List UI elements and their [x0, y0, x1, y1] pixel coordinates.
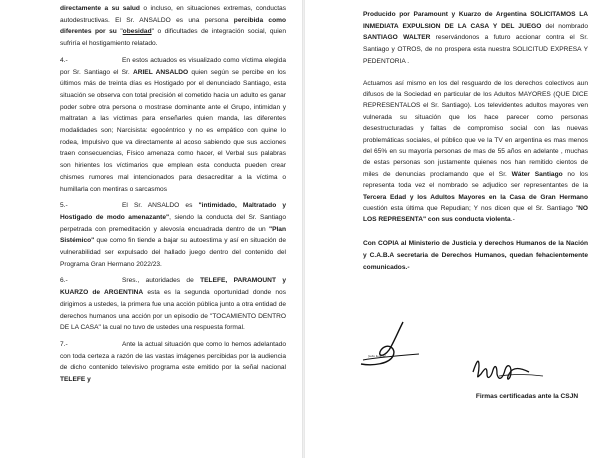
signature-left — [353, 320, 425, 372]
text: esta es la segunda oportunidad donde nos dirigimos a ustedes, la primera fue una acción pública junto a otra entidad de derechos humanos una acción por un episodio de "TOCAMIENTO DENTRO DE LA CASA" la cual no tuvo de ustedes una respuesta formal. — [60, 289, 286, 332]
text: " o dificultades de integración social, quien sufriría el hostigamiento relatado. — [60, 28, 286, 48]
paragraph-number: 5.- — [60, 202, 68, 210]
right-column — [363, 9, 588, 274]
signature-right — [469, 352, 549, 386]
text: .- — [510, 216, 515, 224]
text: cuestión esta última que Repudian; Y nos dicen que el Sr. Santiago " — [363, 204, 579, 212]
bold-text: Producido por Paramount y Kuarzo de Argentina SOLICITAMOS LA INMEDIATA EXPULSION DE LA CASA Y DEL JUEGO — [363, 11, 588, 30]
paragraph-4 — [60, 55, 286, 195]
paragraph-number: 4.- — [60, 56, 68, 64]
stamp-text: [sello ilegible] — [367, 354, 386, 358]
text: Sres., autoridades de — [122, 277, 201, 285]
text: Actuamos así mismo en los del resguardo de los derechos colectivos aun difusos de la Sociedad en particular de los Adultos MAYORES (QUE DICE REPRESENTALOS el Sr. Santiago). Los televidentes adultos mayores ven vulnerada su situación que los hace parecer como personas desestructuradas y faltas de compromiso social con las nuevas problemáticas sociales, el público que ve la TV en argentina es mas menos del 65% en su mayoría personas de mas de 55 años en adelante , muchas de estas personas son justamente quienes nos han remitido cientos de miles de denuncias proclamando que el Sr. — [363, 79, 588, 178]
text: reservándonos a futuro accionar contra el Sr. Santiago y OTROS, de no prospera esta nuestra SOLICITUD EXPRESA Y PEDENTORIA . — [363, 34, 588, 65]
bold-text: TELEFE, PARAMOUNT y KUARZO de ARGENTINA — [60, 277, 287, 297]
bold-text: NO LOS REPRESENTA" con sus conducta violenta — [363, 204, 588, 224]
bold-text: obesidad — [122, 28, 152, 36]
certification-caption: Firmas certificadas ante la CSJN — [475, 393, 579, 400]
bold-text: Wáter Santiago — [511, 170, 563, 178]
bold-text: TELEFE y — [60, 376, 91, 384]
text: quien según se percibe en los últimos más de treinta días es Hostigado por el denunciado Santiago, esta situación se observa con total precisión el cometido hacia un adulto es ganar poder sobre otra persona o mostrase dominante ante el Grupo, intimidan y maltratan a las víctimas para enseñarles quien manda, las diferentes modalidades son; Narcisista: egocéntrico y no es empático con quine lo rodea, Impulsivo que va directamente al acoso sabiendo que sus acciones traen consecuencias, Físico amenaza como hacer, el Verbal sus palabras son hirientes los víctimarios que emplean esta conducta pueden crear chismes rumores mal intencionados para desacreditar a la víctima o humillarla con mentiras o sarcasmos — [60, 68, 286, 193]
text: Ante la actual situación que como lo hemos adelantado con toda certeza a razón de las vastas imágenes percibidas por la audiencia de dicho contenido televisivo programa este emitido por la señal nacional — [60, 340, 286, 372]
bold-text: directamente a su salud — [60, 5, 140, 12]
right-page — [305, 0, 610, 458]
text: , siendo la conducta del Sr. Santiago perpetrada con premeditación y alevosía encuadrada dentro de un — [60, 213, 286, 233]
bold-text: percibida como diferentes por su — [60, 16, 286, 36]
left-column — [60, 3, 286, 386]
bold-text: ARIEL ANSALDO — [132, 68, 189, 76]
bold-text: SANTIAGO WALTER — [363, 34, 431, 42]
paragraph-number: 6.- — [60, 277, 68, 285]
text: o incluso, en situaciones extremas, conductas autodestructivas. El Sr. ANSALDO es una persona — [60, 5, 286, 24]
paragraph-7 — [60, 339, 286, 386]
bold-text: "intimidado, Maltratado y Hostigado de modo amenazante" — [60, 202, 286, 221]
text: no los representa toda vez el nombrado se adjudico ser representantes de la — [363, 170, 588, 190]
closing-copy-notice: Con COPIA al Ministerio de Justicia y derechos Humanos de la Nación y C.A.B.A secretaria de Derechos Humanos, quedan fehacientemente comunicados.- — [363, 239, 588, 271]
text: del nombrado — [541, 22, 588, 30]
text: " — [116, 28, 123, 36]
paragraph-request — [363, 9, 588, 68]
paragraph-6 — [60, 275, 286, 334]
left-page — [0, 0, 302, 458]
text: El Sr. ANSALDO es — [122, 202, 199, 210]
text: que como fin tiende a bajar su autoestima y así en situación de vulnerabilidad ser expulsado del hallado juego dentro del contenido del Programa Gran Hermano 2022/23. — [60, 237, 286, 268]
text: En estos actuados es visualizado como víctima elegida por Sr. Santiago el Sr. — [60, 56, 286, 76]
paragraph-5 — [60, 200, 286, 270]
bold-text: Tercera Edad y los Adultos Mayores en la Casa de Gran Hermano — [363, 193, 588, 201]
bold-text: "Plan Sistémico" — [60, 225, 286, 245]
paragraph-collective-rights — [363, 78, 588, 226]
paragraph-number: 7.- — [60, 340, 68, 348]
paragraph-intro — [60, 3, 286, 50]
